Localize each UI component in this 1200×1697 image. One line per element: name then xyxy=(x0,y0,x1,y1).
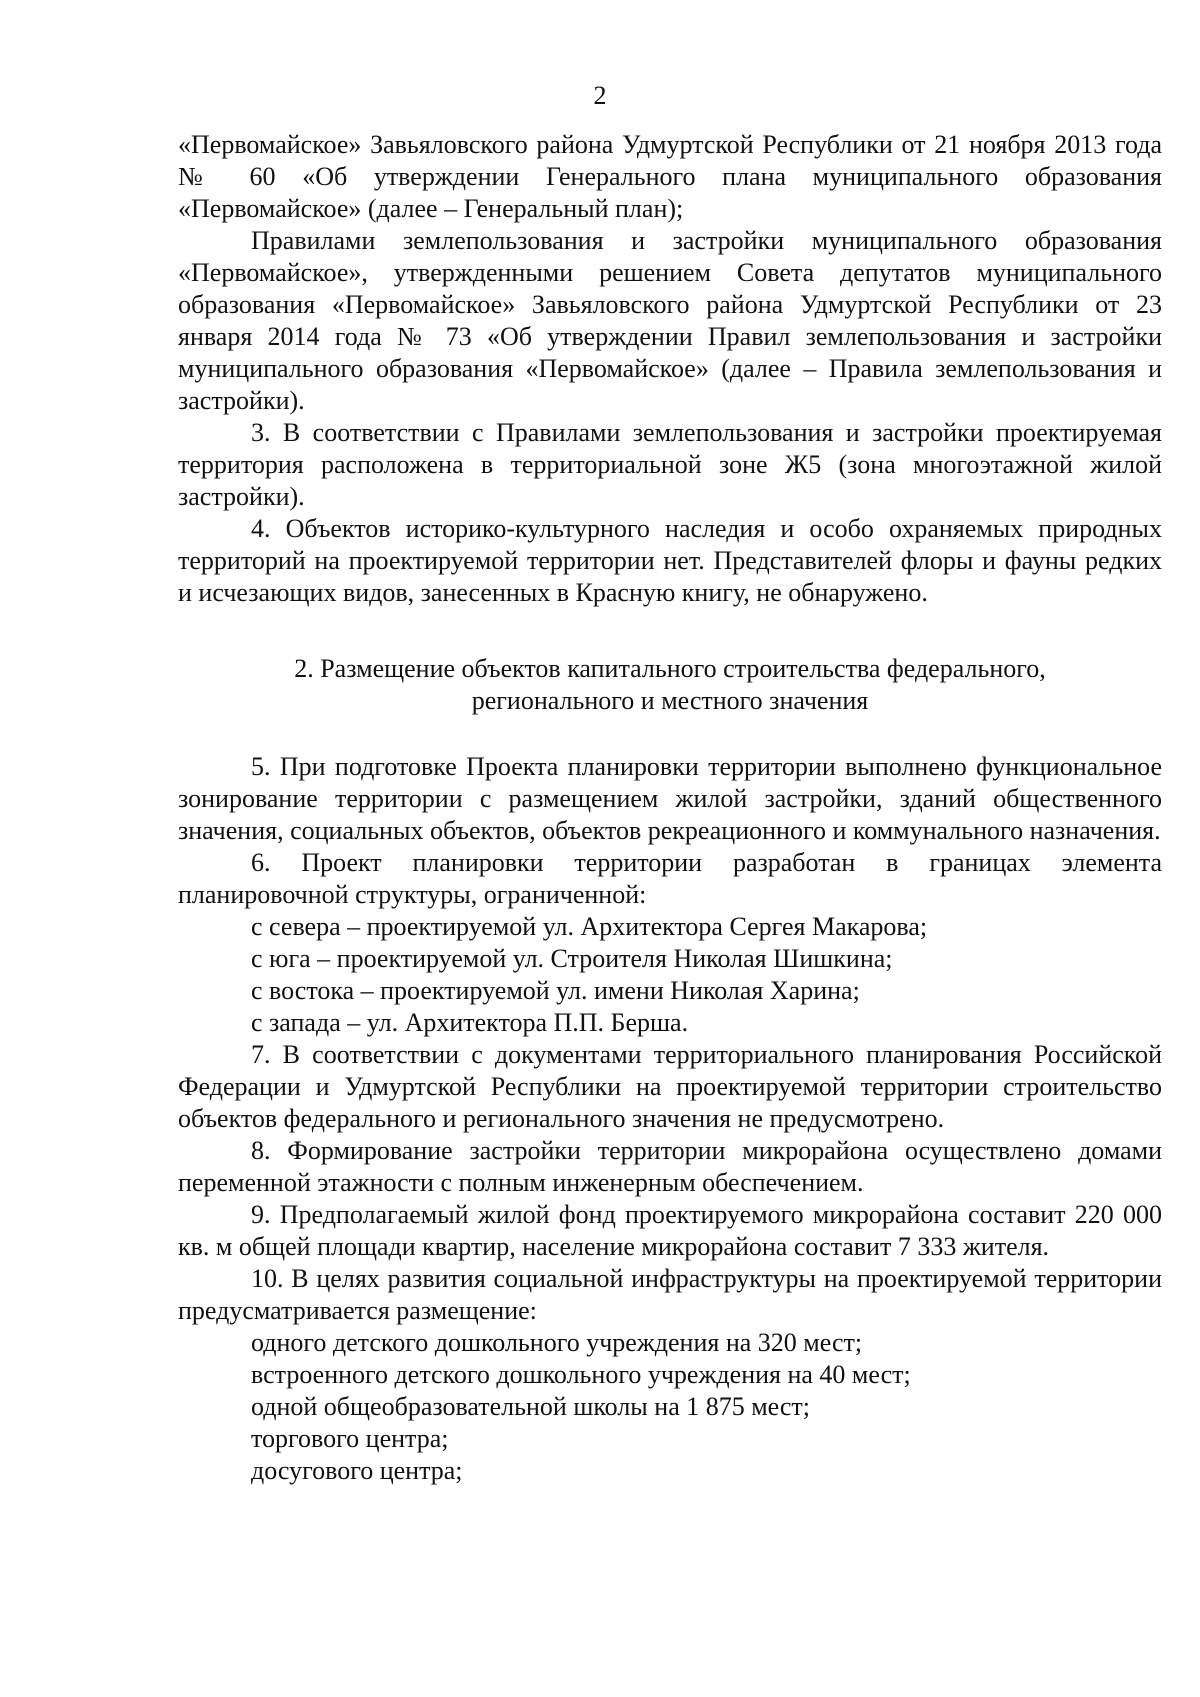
boundary-south: с юга – проектируемой ул. Строителя Николая Шишкина; xyxy=(251,944,893,973)
facility-shopping-center: торгового центра; xyxy=(251,1424,449,1453)
paragraph-4: 4. Объектов историко-культурного наследия и особо охраняемых природных территорий на проектируемой территории нет. Представителей флоры и фауны редких и исчезающих видов, занесенных в Красную книгу, не обнаружено. xyxy=(178,514,1162,607)
page-number: 2 xyxy=(593,81,607,110)
paragraph-10: 10. В целях развития социальной инфраструктуры на проектируемой территории предусматривается размещение: xyxy=(178,1264,1162,1325)
facility-kindergarten-320: одного детского дошкольного учреждения на 320 мест; xyxy=(251,1328,863,1357)
section-heading xyxy=(178,653,1162,717)
paragraph-8: 8. Формирование застройки территории микрорайона осуществлено домами переменной этажности с полным инженерным обеспечением. xyxy=(178,1136,1162,1197)
paragraph-9: 9. Предполагаемый жилой фонд проектируемого микрорайона составит 220 000 кв. м общей площади квартир, население микрорайона составит 7 333 жителя. xyxy=(178,1200,1162,1261)
facility-kindergarten-40: встроенного детского дошкольного учреждения на 40 мест; xyxy=(251,1360,911,1389)
facility-leisure-center: досугового центра; xyxy=(251,1456,463,1485)
section-heading-line-2: регионального и местного значения xyxy=(471,686,869,715)
boundary-west: с запада – ул. Архитектора П.П. Берша. xyxy=(251,1008,689,1037)
paragraph-3: 3. В соответствии с Правилами землепользования и застройки проектируемая территория расположена в территориальной зоне Ж5 (зона многоэтажной жилой застройки). xyxy=(178,418,1162,511)
section-heading-line-1: 2. Размещение объектов капитального строительства федерального, xyxy=(294,654,1046,683)
paragraph-6: 6. Проект планировки территории разработан в границах элемента планировочной структуры, ограниченной: xyxy=(178,848,1162,909)
boundary-north: с севера – проектируемой ул. Архитектора Сергея Макарова; xyxy=(251,912,928,941)
paragraph-land-use-rules: Правилами землепользования и застройки муниципального образования «Первомайское», утвержденными решением Совета депутатов муниципального образования «Первомайское» Завьяловского района Удмуртской Республики от 23 января 2014 года № 73 «Об утверждении Правил землепользования и застройки муниципального образования «Первомайское» (далее – Правила землепользования и застройки). xyxy=(178,226,1162,415)
boundary-east: с востока – проектируемой ул. имени Николая Харина; xyxy=(251,976,860,1005)
paragraph-general-plan: «Первомайское» Завьяловского района Удмуртской Республики от 21 ноября 2013 года № 60 «Об утверждении Генерального плана муниципального образования «Первомайское» (далее – Генеральный план); xyxy=(178,130,1162,223)
facility-school: одной общеобразовательной школы на 1 875 мест; xyxy=(251,1392,810,1421)
document-body xyxy=(178,129,1162,1487)
paragraph-7: 7. В соответствии с документами территориального планирования Российской Федерации и Удмуртской Республики на проектируемой территории строительство объектов федерального и регионального значения не предусмотрено. xyxy=(178,1040,1162,1133)
paragraph-5: 5. При подготовке Проекта планировки территории выполнено функциональное зонирование территории с размещением жилой застройки, зданий общественного значения, социальных объектов, объектов рекреационного и коммунального назначения. xyxy=(178,752,1162,845)
